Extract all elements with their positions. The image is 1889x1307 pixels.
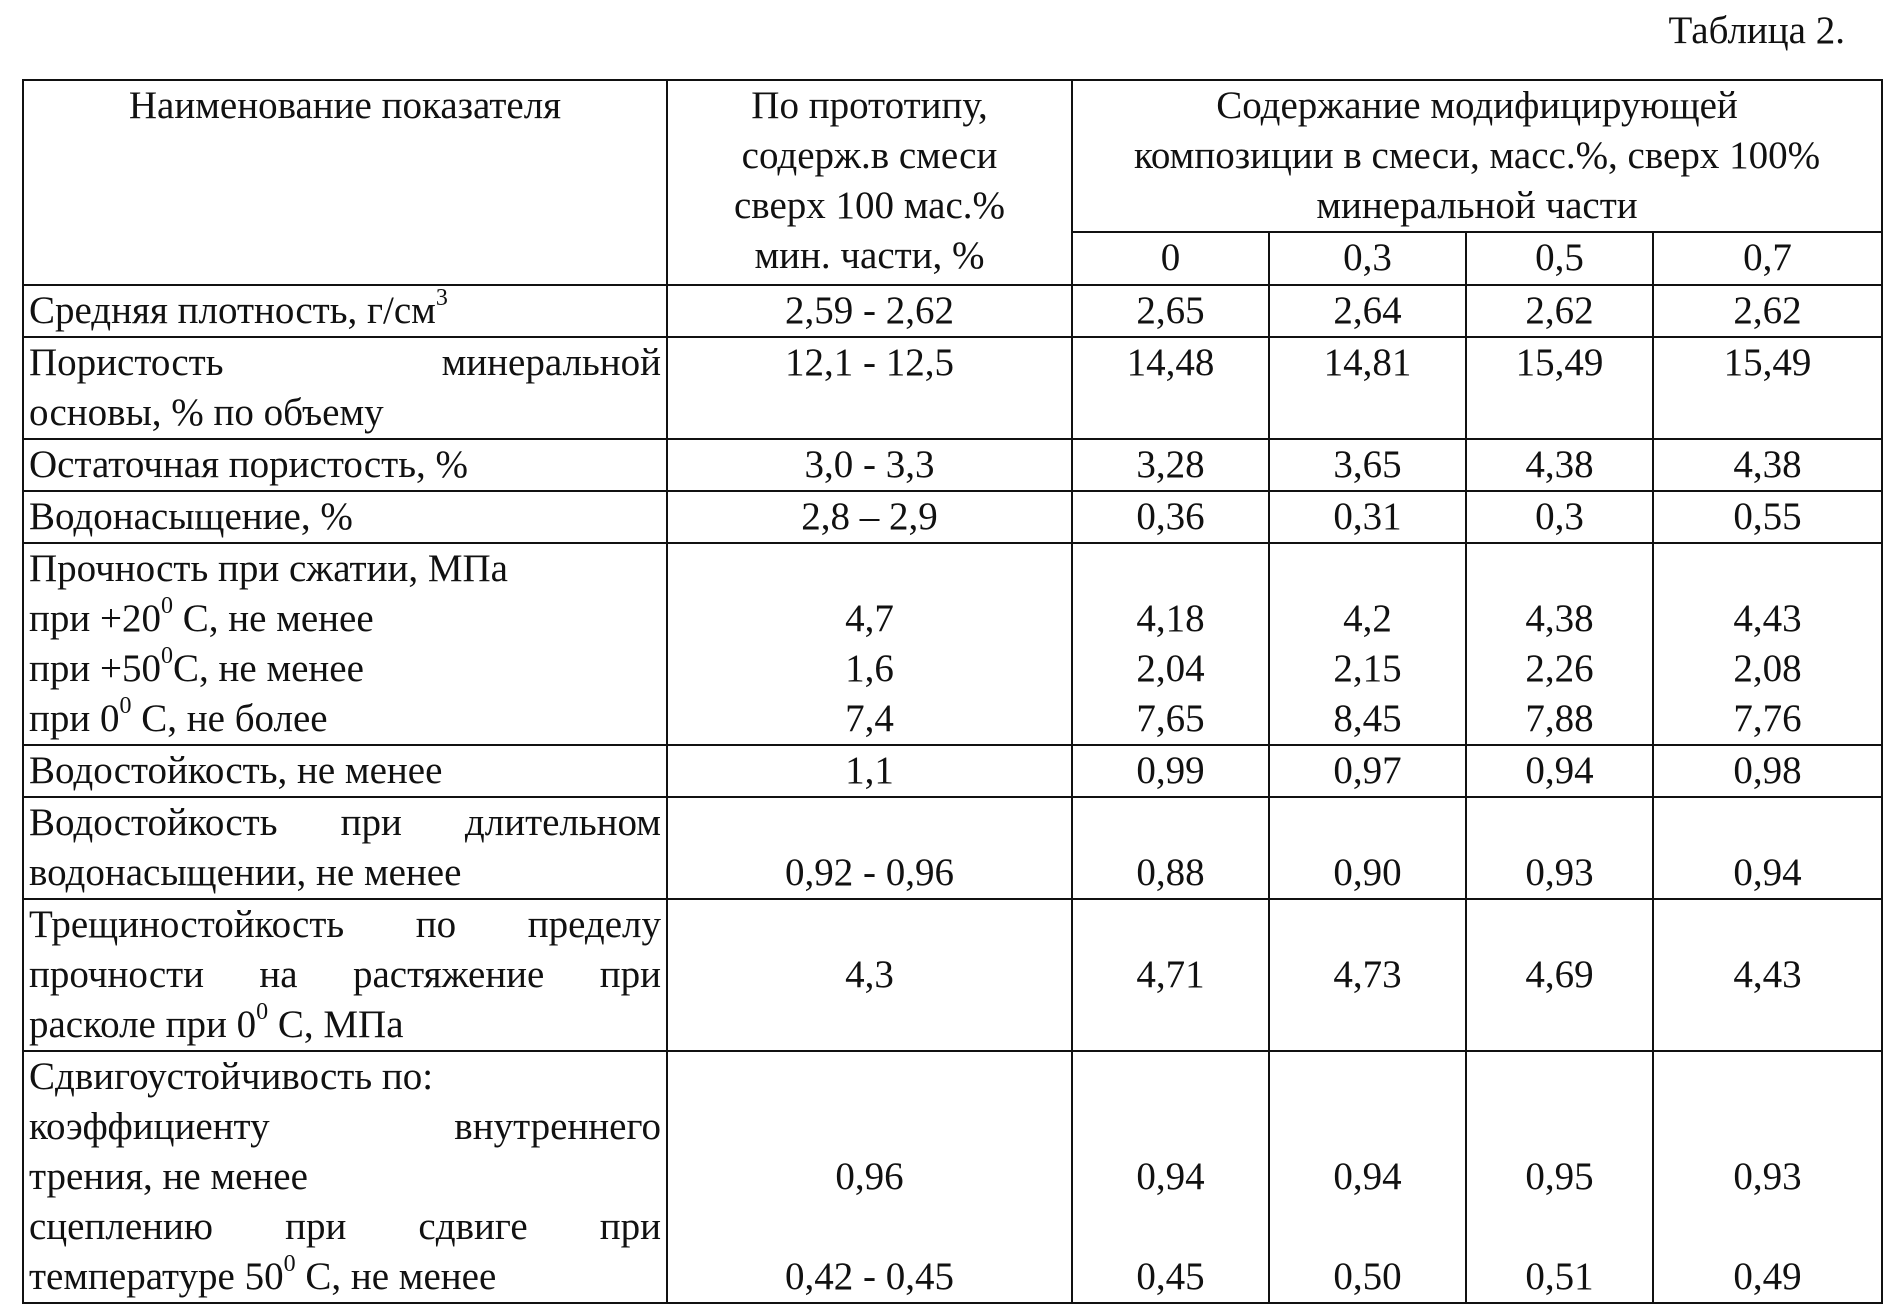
header-group-line: композиции в смеси, масс.%, сверх 100% [1133, 134, 1821, 177]
header-prototype-line: содерж.в смеси [741, 134, 998, 177]
level-0: 0 [1072, 232, 1269, 285]
cell-prototype: 2,8 – 2,9 [667, 491, 1072, 543]
cell-value: 0,93 [1466, 797, 1653, 899]
cell-value: 0,55 [1653, 491, 1882, 543]
cell-value: 0,94 0,50 [1269, 1051, 1466, 1303]
cell-value: 0,94 [1466, 745, 1653, 797]
cell-prototype: 12,1 - 12,5 [667, 337, 1072, 439]
cell-value: 0,31 [1269, 491, 1466, 543]
header-prototype [667, 80, 1072, 285]
table-row-compressive-strength [23, 543, 1882, 745]
cell-value: 2,65 [1072, 285, 1269, 337]
cell-prototype: 0,92 - 0,96 [667, 797, 1072, 899]
cell-value: 0,98 [1653, 745, 1882, 797]
cell-value: 4,69 [1466, 899, 1653, 1051]
header-content-group [1072, 80, 1882, 232]
header-indicator: Наименование показателя [23, 80, 667, 285]
cell-value: 4,71 [1072, 899, 1269, 1051]
cell-value: 14,48 [1072, 337, 1269, 439]
row-label: Сдвигоустойчивость по: коэффициенту внутреннего трения, не менее сцеплению при сдвиге при температуре $50^0$ С, не менее [23, 1051, 667, 1303]
row-label: Средняя плотность, $г/см^3$ [23, 285, 667, 337]
row-label: Трещиностойкость по пределу прочности на растяжение при расколе при $0^0$ С, МПа [23, 899, 667, 1051]
cell-value: 4,43 [1653, 899, 1882, 1051]
table-row-water-saturation [23, 491, 1882, 543]
table-row-water-resistance-long [23, 797, 1882, 899]
row-label: Водостойкость, не менее [23, 745, 667, 797]
cell-value: 4,73 [1269, 899, 1466, 1051]
cell-value: 3,65 [1269, 439, 1466, 491]
table-row-density [23, 285, 1882, 337]
cell-value: 4,2 2,15 8,45 [1269, 543, 1466, 745]
cell-prototype: 4,3 [667, 899, 1072, 1051]
cell-value: 2,62 [1653, 285, 1882, 337]
table-caption: Таблица 2. [1668, 9, 1845, 52]
table-row-water-resistance [23, 745, 1882, 797]
cell-value: 15,49 [1466, 337, 1653, 439]
header-group-line: Содержание модифицирующей [1216, 84, 1738, 127]
row-label: Прочность при сжатии, МПа при $+20^0$ С, не менее при $+50^0С$, не менее при $0^0$ С, не более [23, 543, 667, 745]
cell-value: 2,62 [1466, 285, 1653, 337]
cell-value: 0,94 0,45 [1072, 1051, 1269, 1303]
table-row-crack-resistance [23, 899, 1882, 1051]
level-0-3: 0,3 [1269, 232, 1466, 285]
header-prototype-line: сверх 100 мас.% [733, 184, 1006, 227]
cell-value: 0,99 [1072, 745, 1269, 797]
row-label: Пористость минеральной основы, % по объему [23, 337, 667, 439]
row-label: Водостойкость при длительном водонасыщении, не менее [23, 797, 667, 899]
cell-value: 0,3 [1466, 491, 1653, 543]
cell-value: 0,90 [1269, 797, 1466, 899]
cell-value: 0,93 0,49 [1653, 1051, 1882, 1303]
cell-prototype: 0,96 0,42 - 0,45 [667, 1051, 1072, 1303]
level-0-7: 0,7 [1653, 232, 1882, 285]
cell-value: 0,36 [1072, 491, 1269, 543]
table-row-porosity [23, 337, 1882, 439]
cell-value: 0,88 [1072, 797, 1269, 899]
cell-value: 0,97 [1269, 745, 1466, 797]
header-row [23, 80, 1882, 232]
cell-value: 4,38 [1466, 439, 1653, 491]
header-prototype-line: По прототипу, [751, 84, 988, 127]
row-label: Остаточная пористость, % [23, 439, 667, 491]
cell-value: 15,49 [1653, 337, 1882, 439]
cell-prototype: 4,7 1,6 7,4 [667, 543, 1072, 745]
cell-prototype: 1,1 [667, 745, 1072, 797]
cell-value: 0,94 [1653, 797, 1882, 899]
cell-prototype: 3,0 - 3,3 [667, 439, 1072, 491]
properties-table [22, 79, 1883, 1304]
cell-value: 14,81 [1269, 337, 1466, 439]
table-row-shear-stability [23, 1051, 1882, 1303]
header-group-line: минеральной части [1316, 184, 1638, 227]
level-0-5: 0,5 [1466, 232, 1653, 285]
cell-value: 4,38 [1653, 439, 1882, 491]
row-label: Водонасыщение, % [23, 491, 667, 543]
cell-value: 0,95 0,51 [1466, 1051, 1653, 1303]
cell-value: 3,28 [1072, 439, 1269, 491]
table-row-residual-porosity [23, 439, 1882, 491]
header-prototype-line: мин. части, % [754, 234, 985, 277]
cell-prototype: 2,59 - 2,62 [667, 285, 1072, 337]
cell-value: 4,38 2,26 7,88 [1466, 543, 1653, 745]
cell-value: 4,18 2,04 7,65 [1072, 543, 1269, 745]
cell-value: 4,43 2,08 7,76 [1653, 543, 1882, 745]
cell-value: 2,64 [1269, 285, 1466, 337]
